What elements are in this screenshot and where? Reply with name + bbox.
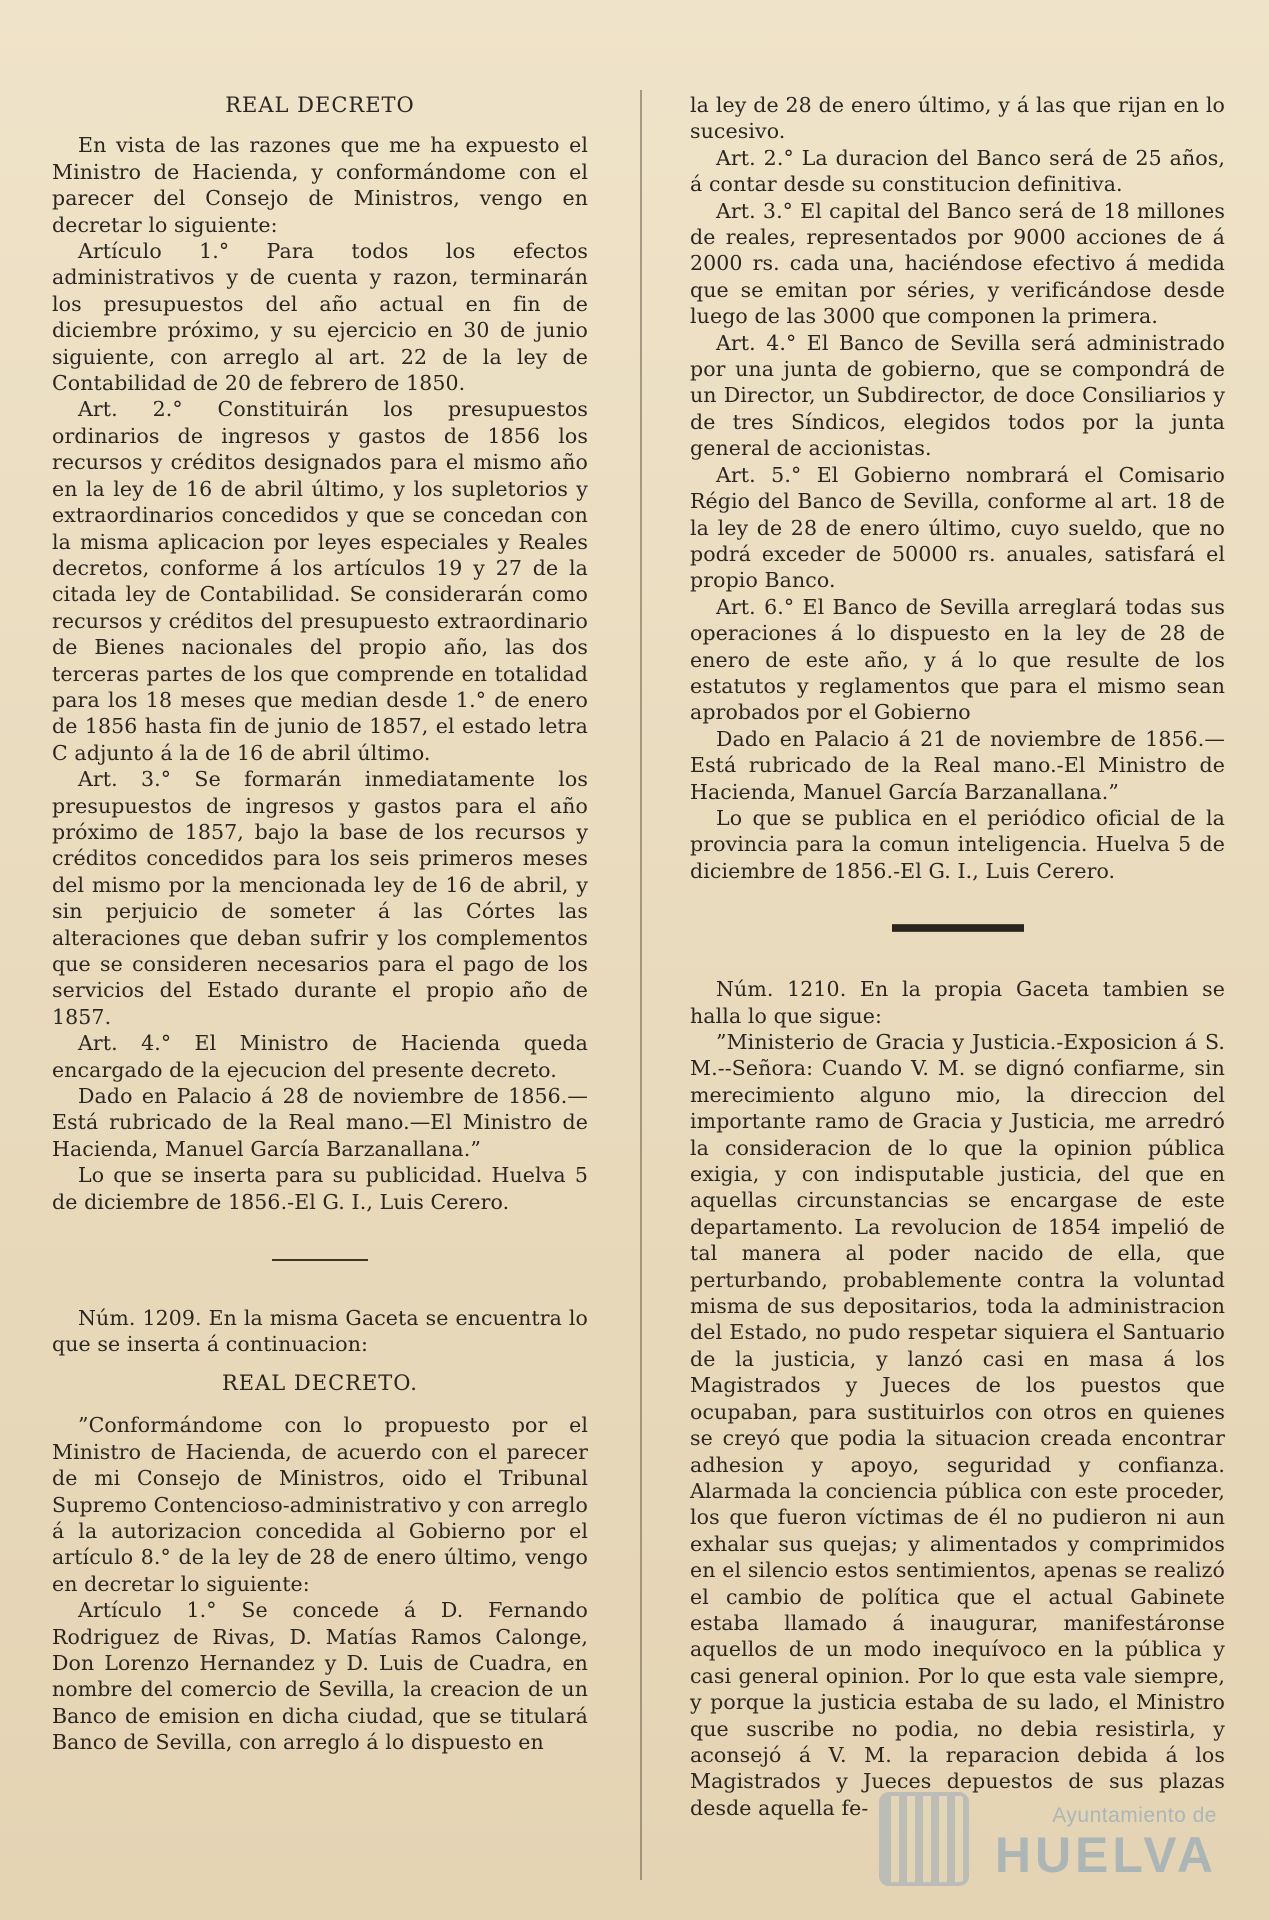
paragraph: Art. 5.° El Gobierno nombrará el Comisario Régio del Banco de Sevilla, conforme al art. 18 de la ley de 28 de enero último, cuyo sueldo, que no podrá exceder de 50000 rs. anuales, satisfará el propio Banco. xyxy=(690,462,1225,593)
column-divider xyxy=(640,90,642,1880)
paragraph: Lo que se inserta para su publicidad. Huelva 5 de diciembre de 1856.-El G. I., Luis Cerero. xyxy=(52,1163,588,1214)
paragraph: Dado en Palacio á 28 de noviembre de 1856.—Está rubricado de la Real mano.—El Ministro de Hacienda, Manuel García Barzanallana.” xyxy=(52,1084,588,1161)
paragraph: Dado en Palacio á 21 de noviembre de 1856.—Está rubricado de la Real mano.-El Ministro de Hacienda, Manuel García Barzanallana.” xyxy=(690,726,1225,804)
right-column xyxy=(690,92,1225,1821)
watermark-line-2: HUELVA xyxy=(994,1827,1217,1883)
paragraph: la ley de 28 de enero último, y á las que rijan en lo sucesivo. xyxy=(690,93,1225,144)
paragraph: Art. 2.° La duracion del Banco será de 25 años, á contar desde su constitucion definitiva. xyxy=(690,145,1225,197)
decree-heading-1: REAL DECRETO xyxy=(225,93,415,117)
section-separator xyxy=(892,924,1024,932)
paragraph: Artículo 1.° Se concede á D. Fernando Rodriguez de Rivas, D. Matías Ramos Calonge, Don Lorenzo Hernandez y D. Luis de Cuadra, en nombre del comercio de Sevilla, la creacion de un Banco de emision en dicha ciudad, que se titulará Banco de Sevilla, con arreglo á lo dispuesto en xyxy=(52,1598,588,1755)
paragraph: Art. 4.° El Banco de Sevilla será administrado por una junta de gobierno, que se compondrá de un Director, un Subdirector, de doce Consiliarios y de tres Síndicos, elegidos todos por la junta general de accionistas. xyxy=(690,330,1225,461)
left-column xyxy=(52,92,588,1756)
paragraph: Núm. 1210. En la propia Gaceta tambien se halla lo que sigue: xyxy=(690,977,1225,1028)
paragraph: Art. 3.° Se formarán inmediatamente los presupuestos de ingresos y gastos para el año próximo de 1857, bajo la base de los recursos y créditos concedidos para los seis primeros meses del mismo por la mencionada ley de 16 de abril, y sin perjuicio de someter á las Córtes las alteraciones que deban sufrir y los complementos que se consideren necesarios para el pago de los servicios del Estado durante el propio año de 1857. xyxy=(52,767,588,1029)
paragraph: Lo que se publica en el periódico oficial de la provincia para la comun inteligencia. Huelva 5 de diciembre de 1856.-El G. I., Luis Cerero. xyxy=(690,805,1225,883)
archive-logo-icon xyxy=(879,1792,969,1886)
archive-watermark xyxy=(995,1804,1217,1882)
paragraph: Artículo 1.° Para todos los efectos administrativos y de cuenta y razon, terminarán los presupuestos del año actual en fin de diciembre próximo, y su ejercicio en 30 de junio siguiente, con arreglo al art. 22 de la ley de Contabilidad de 20 de febrero de 1850. xyxy=(52,239,588,396)
paragraph: Núm. 1209. En la misma Gaceta se encuentra lo que se inserta á continuacion: xyxy=(52,1306,588,1357)
paragraph: Art. 3.° El capital del Banco será de 18 millones de reales, representados por 9000 acciones de á 2000 rs. cada una, haciéndose efectivo á medida que se emitan por séries, y verificándose desde luego de las 3000 que componen la primera. xyxy=(690,198,1225,329)
paragraph: Art. 4.° El Ministro de Hacienda queda encargado de la ejecucion del presente decreto. xyxy=(52,1031,588,1082)
decree-heading-2: REAL DECRETO. xyxy=(222,1370,418,1395)
paragraph: ”Conformándome con lo propuesto por el Ministro de Hacienda, de acuerdo con el parecer de mi Consejo de Ministros, oido el Tribunal Supremo Contencioso-administrativo y con arreglo á la autorizacion concedida al Gobierno por el artículo 8.° de la ley de 28 de enero último, vengo en decretar lo siguiente: xyxy=(52,1413,588,1596)
paragraph: Art. 6.° El Banco de Sevilla arreglará todas sus operaciones á lo dispuesto en la ley de 28 de enero de este año, y á lo que resulte de los estatutos y reglamentos que para el mismo sean aprobados por el Gobierno xyxy=(690,594,1225,725)
paragraph: En vista de las razones que me ha expuesto el Ministro de Hacienda, y conformándome con el parecer del Consejo de Ministros, vengo en decretar lo siguiente: xyxy=(52,133,588,237)
watermark-line-1: Ayuntamiento de xyxy=(1052,1804,1217,1827)
paragraph: Art. 2.° Constituirán los presupuestos ordinarios de ingresos y gastos de 1856 los recursos y créditos designados para el mismo año en la ley de 16 de abril último, y los supletorios y extraordinarios concedidos y que se concedan con la misma aplicacion por leyes especiales y Reales decretos, conforme á los artículos 19 y 27 de la citada ley de Contabilidad. Se considerarán como recursos y créditos del presupuesto extraordinario de Bienes nacionales del propio año, las dos terceras partes de los que comprende en totalidad para los 18 meses que median desde 1.° de enero de 1856 hasta fin de junio de 1857, el estado letra C adjunto á la de 16 de abril último. xyxy=(52,397,588,765)
section-separator xyxy=(272,1259,368,1261)
paragraph: ”Ministerio de Gracia y Justicia.-Exposicion á S. M.--Señora: Cuando V. M. se dignó confiarme, sin merecimiento alguno mio, la direccion del importante ramo de Gracia y Justicia, me arredró la consideracion de lo que la opinion pública exigia, y con indisputable justicia, del que en aquellas circunstancias se encargase de este departamento. La revolucion de 1854 impelió de tal manera al poder nacido de ella, que perturbando, probablemente contra la voluntad misma de sus depositarios, toda la administracion del Estado, no pudo respetar siquiera el Santuario de la justicia, y lanzó casi en masa á los Magistrados y Jueces de los puestos que ocupaban, para sustituirlos con otros en quienes se creyó que podia la situacion creada encontrar adhesion y apoyo, seguridad y confianza. Alarmada la conciencia pública con este proceder, los que fueron víctimas de él no pudieron ni aun exhalar sus quejas; y alimentados y comprimidos en el silencio estos sentimientos, apenas se realizó el cambio de política que el actual Gabinete estaba llamado á inaugurar, manifestáronse aquellos de un modo inequívoco en la pública y casi general opinion. Por lo que esta vale siempre, y porque la justicia estaba de su lado, el Ministro que suscribe no podia, no debia resistirla, y aconsejó á V. M. la reparacion debida á los Magistrados y Jueces depuestos de sus plazas desde aquella fe- xyxy=(690,1030,1225,1820)
